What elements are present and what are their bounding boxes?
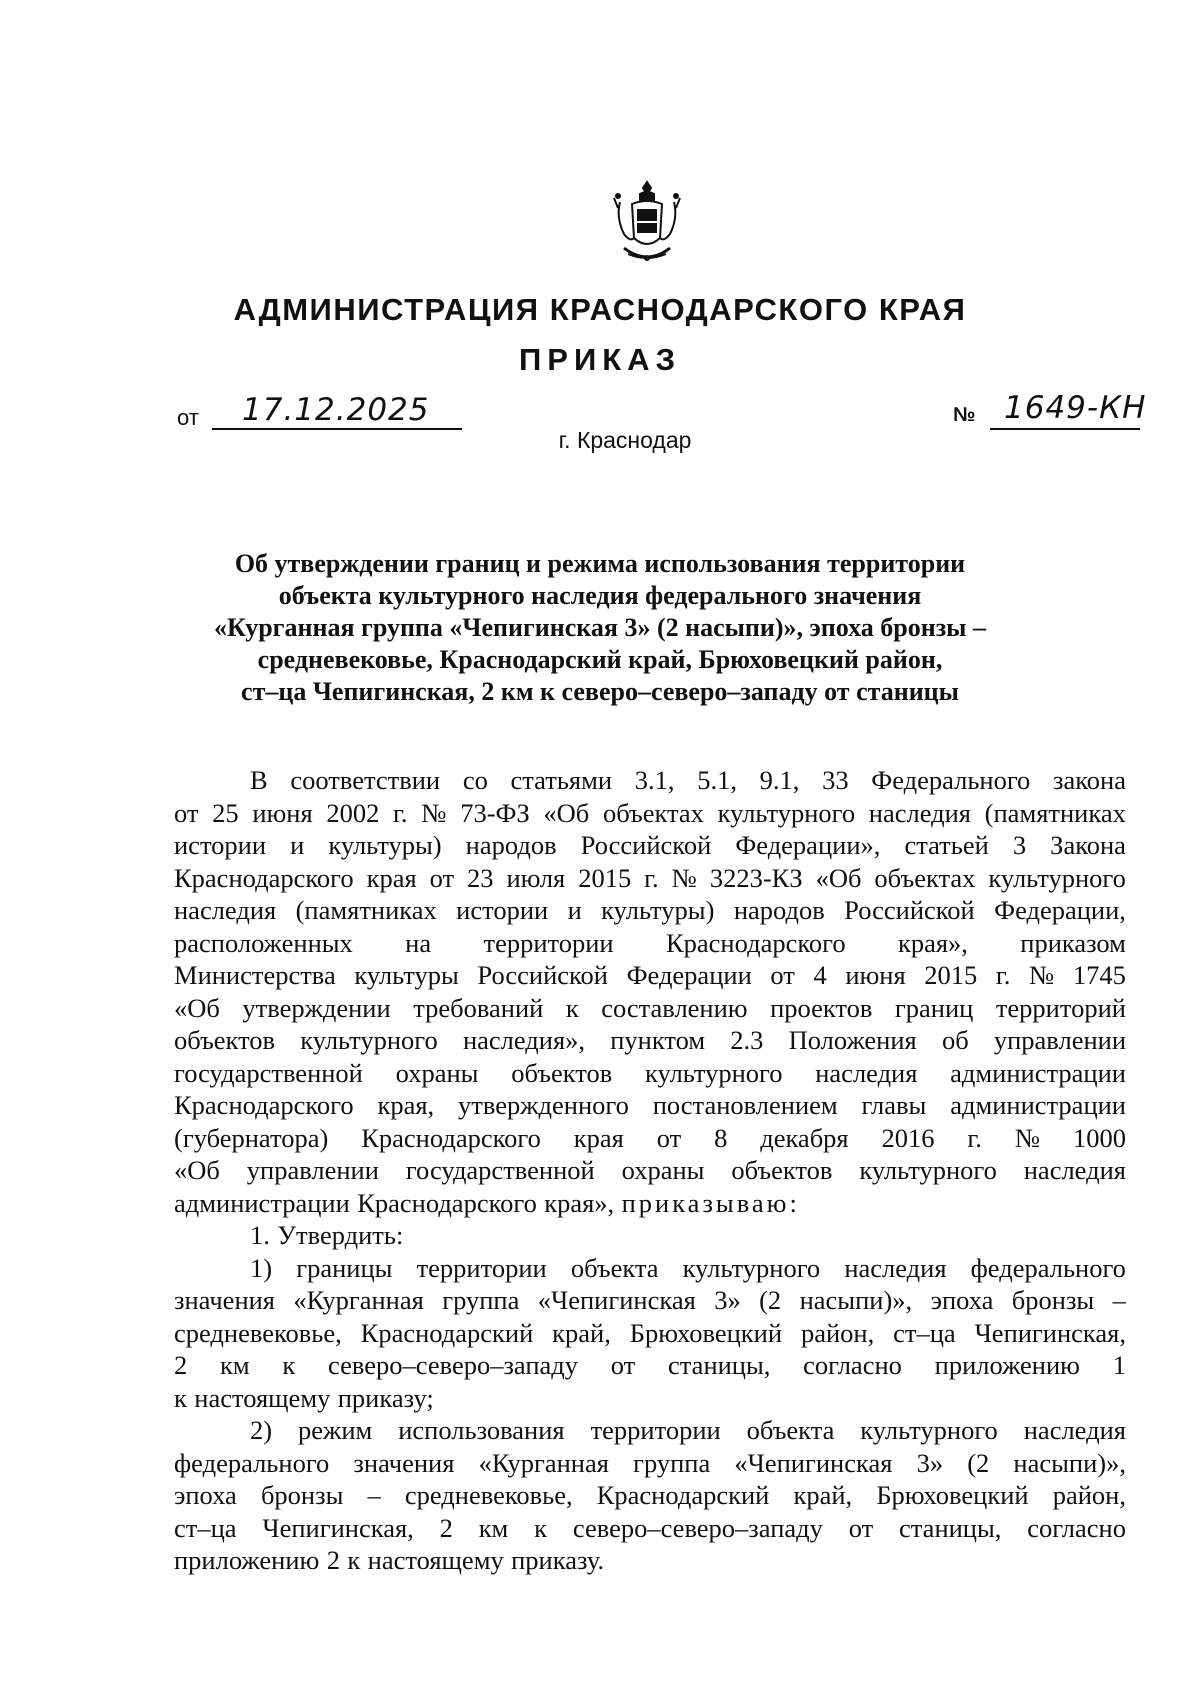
body-word: со [462,765,488,795]
body-word: 23 [467,862,494,893]
body-word: расположенных [174,927,353,958]
body-line [174,1447,1126,1480]
body-word: охраны [395,1057,479,1088]
body-word: объектах [874,862,976,893]
body-word: 2 [326,1545,340,1575]
body-word: Краснодарского [357,1187,537,1218]
body-word: 1. [250,1220,270,1250]
body-word: № [1014,1122,1041,1153]
body-word: статьей [904,830,989,860]
body-word: 2) [250,1415,273,1445]
body-word: станицы, [899,1512,1002,1543]
document-body [174,764,1126,1577]
body-word: район, [800,1317,875,1348]
body-word: «Чепигинская [734,1447,893,1478]
title-line: Об утверждении границ и режима использования территории [234,549,966,578]
body-word: главы [861,1090,927,1120]
body-word: № [1029,960,1055,990]
body-word: приложению [174,1545,320,1575]
body-word: 1745 [1072,960,1126,990]
number-label: № [953,404,976,426]
body-word: проектов [770,992,873,1023]
body-word: группа [633,1447,711,1478]
body-word: (памятниках [984,797,1126,828]
body-line [174,1284,1126,1317]
body-word: «Об [174,992,220,1023]
body-word: края», [897,927,968,958]
body-word: 3 [1012,830,1027,860]
body-word: г. [995,960,1011,990]
body-line [174,959,1126,992]
body-word: Министерства [174,960,336,990]
body-word: наследия [844,1252,947,1283]
body-word: культурного [860,1415,998,1445]
body-word: 73-ФЗ [460,797,530,828]
body-word: 2002 [326,797,380,828]
body-word: Краснодарского [174,862,354,893]
body-word: наследия [815,1057,918,1088]
body-word: (памятниках [295,895,437,925]
body-line [174,1479,1126,1512]
body-word: от [656,1122,682,1153]
body-word: значения [353,1447,455,1478]
body-word: значения [174,1285,275,1315]
body-line [174,1349,1126,1382]
body-word: (губернатора) [174,1122,329,1153]
body-word: Краснодарский [596,1480,770,1510]
body-word: приказу; [337,1382,434,1413]
body-word: – [1112,1285,1126,1315]
body-line [174,1122,1126,1155]
body-word: культурного [859,1155,997,1185]
body-word: Краснодарского [174,1090,354,1120]
body-word: истории [174,830,267,860]
body-word: Брюховецкий [876,1480,1029,1510]
body-word: администрации [174,1187,350,1218]
body-line [174,829,1126,862]
body-word: приказом [1020,927,1126,958]
body-line [174,1414,1126,1447]
body-word: настоящему [367,1545,504,1575]
body-word: администрации [950,1057,1126,1088]
agency-name: АДМИНИСТРАЦИЯ КРАСНОДАРСКОГО КРАЯ [233,292,967,327]
body-word: Федерации [626,960,752,990]
body-word: требований [413,992,544,1023]
body-line [174,1252,1126,1285]
body-word: июня [252,797,313,828]
city-label: г. Краснодар [558,427,692,453]
body-word: соответствии [290,765,441,795]
body-word: закона [1053,765,1126,795]
body-word: Российской [477,960,608,990]
body-word: статьями [510,765,613,795]
body-word: (2 [967,1447,990,1478]
body-word: народов [733,895,825,925]
body-word: и [290,830,305,860]
body-word: 1) [250,1252,273,1283]
body-line [174,1057,1126,1090]
body-word: – [367,1480,381,1510]
body-word: наследия [1023,1415,1126,1445]
body-word: 2 [439,1512,453,1543]
body-word: территории [416,1252,547,1283]
body-word: края [366,862,417,893]
body-word: Краснодарского [665,927,846,958]
body-word: 2016 [881,1122,935,1153]
body-word: 33 [822,765,849,795]
body-word: Утвердить: [277,1220,404,1250]
body-word: от [848,1512,874,1543]
body-word: и [567,895,582,925]
body-word: Положения [788,1025,917,1055]
body-line [174,1089,1126,1122]
body-word: народов [465,830,557,860]
body-word: границы [296,1252,393,1283]
body-word: края [573,1122,624,1153]
body-word: культуры [354,960,459,990]
body-word: «Курганная [293,1285,424,1315]
body-line [174,927,1126,960]
body-word: наследия [174,895,277,925]
document-title [150,548,1050,708]
body-word: Чепигинская, [262,1512,414,1543]
body-word: «Об [815,862,862,893]
body-word: Закона [1050,830,1126,860]
body-word: от [610,1350,636,1380]
body-word: утверждении [242,992,391,1023]
body-word: наследия [868,797,971,828]
body-word: объектах [602,797,704,828]
body-word: 2015 [924,960,978,990]
body-word: согласно [1027,1512,1126,1543]
body-word: «Об [543,797,590,828]
title-line: ст–ца Чепигинская, 2 км к северо–северо–западу от станицы [241,677,959,706]
body-word: края», [544,1187,615,1218]
body-word: постановлением [652,1090,838,1120]
body-word: 1000 [1073,1122,1126,1153]
body-word: 3» [916,1447,944,1478]
body-word: режим [298,1415,373,1445]
body-word: культурного [988,862,1126,893]
body-word: культуры) [601,895,715,925]
body-word: северо–северо–западу [572,1512,823,1543]
body-word: декабря [760,1122,849,1153]
body-word: истории [456,895,549,925]
body-word: федерального [970,1252,1126,1283]
body-word: В [250,765,268,795]
body-word: насыпи)», [799,1285,913,1315]
body-line [174,1219,1126,1252]
handwritten-number: 1649-КН [1004,390,1147,426]
body-word: Краснодарского [361,1122,541,1153]
document-type: ПРИКАЗ [519,342,681,377]
title-line: «Курганная группа «Чепигинская 3» (2 насыпи)», эпоха бронзы – [214,613,986,642]
body-word: км [478,1512,509,1543]
body-word: на [405,927,432,958]
body-word: бронзы [260,1480,344,1510]
body-word: от [174,797,199,828]
body-word: Российской [844,895,975,925]
body-word: культурного [682,1252,821,1283]
body-word: к [534,1512,548,1543]
body-word: охраны [621,1155,705,1185]
body-word: край, [793,1480,853,1510]
body-word: к [347,1545,361,1575]
body-word: утвержденного [458,1090,629,1120]
body-word: государственной [174,1057,363,1088]
body-line [174,992,1126,1025]
body-word: края, [377,1090,435,1120]
body-word: г. [644,862,659,893]
body-line [174,862,1126,895]
body-word: средневековье, [404,1480,573,1510]
body-word: эпоха [930,1285,994,1315]
body-word: станицы, [668,1350,771,1380]
date-label: от [177,405,199,430]
body-line [174,1024,1126,1057]
body-word: объекта [570,1252,659,1283]
body-word: приложению [934,1350,1080,1380]
body-word: объектов [731,1155,833,1185]
body-word-spaced: приказываю: [621,1187,800,1218]
body-word: Российской [580,830,712,860]
body-line [174,797,1126,830]
body-word: 1 [1112,1350,1126,1380]
body-word: объектов [174,1025,276,1055]
body-word: ст–ца [174,1512,237,1543]
body-word: Федерации», [735,830,881,860]
body-word: 4 [813,960,827,990]
body-word: культуры) [328,830,442,860]
body-word: 9.1, [759,765,800,795]
body-word: эпоха [174,1480,237,1510]
body-word: пунктом [610,1025,706,1055]
body-line [174,1154,1126,1187]
body-word: администрации [950,1090,1126,1120]
body-word: к [174,1382,187,1413]
body-word: территорий [995,992,1126,1023]
body-word: составлению [601,992,748,1023]
coat-of-arms-emblem [610,178,684,268]
body-line [174,894,1126,927]
body-word: 3223-КЗ [709,862,803,893]
body-word: № [421,797,447,828]
body-word: управлении [993,1025,1126,1055]
body-word: приказу. [511,1545,605,1575]
body-word: территории [590,1415,721,1445]
body-word: 2 [174,1350,188,1380]
body-word: «Курганная [478,1447,609,1478]
title-line: средневековье, Краснодарский край, Брюховецкий район, [257,645,943,674]
body-word: культурного [717,797,856,828]
body-word: Брюховецкий [629,1317,783,1348]
body-word: км [220,1350,250,1380]
body-word: Краснодарский [360,1317,534,1348]
body-word: Чепигинская, [974,1317,1126,1348]
body-word: район, [1052,1480,1126,1510]
body-word: объекта [746,1415,835,1445]
body-word: 3.1, [634,765,675,795]
body-word: (2 [759,1285,782,1315]
body-word: насыпи)», [1013,1447,1126,1478]
body-word: «Чепигинская [537,1285,696,1315]
body-word: наследия», [462,1025,586,1055]
number-underline [990,428,1140,430]
body-word: объектов [511,1057,613,1088]
title-line: объекта культурного наследия федерального значения [278,581,922,610]
body-word: 2015 [578,862,632,893]
body-word: край, [552,1317,611,1348]
body-word: группа [442,1285,520,1315]
handwritten-date: 17.12.2025 [242,392,430,428]
body-word: Федерального [871,765,1031,795]
body-word: согласно [803,1350,902,1380]
body-word: северо–северо–западу [328,1350,579,1380]
body-word: Федерации, [994,895,1126,925]
body-word: государственной [405,1155,595,1185]
body-word: настоящему [194,1382,331,1413]
body-line [174,1317,1126,1350]
body-word: «Об [174,1155,220,1185]
body-line [174,1187,1126,1220]
body-word: июля [506,862,566,893]
body-word: наследия [1023,1155,1126,1185]
body-line [174,764,1126,797]
body-word: федерального [174,1447,330,1478]
body-line [174,1512,1126,1545]
body-word: к [282,1350,296,1380]
body-word: г. [393,797,408,828]
body-word: об [941,1025,969,1055]
body-word: к [565,992,579,1023]
body-word: 8 [714,1122,728,1153]
body-word: № [671,862,697,893]
body-word: июня [845,960,906,990]
body-line [174,1544,1126,1577]
body-word: ст–ца [893,1317,956,1348]
body-word: 2.3 [730,1025,764,1055]
body-word: 5.1, [697,765,737,795]
body-word: 3» [714,1285,741,1315]
body-word: культурного [644,1057,783,1088]
body-word: от [429,862,455,893]
body-word: использования [398,1415,565,1445]
body-word: средневековье, [174,1317,342,1348]
body-word: территории [483,927,614,958]
body-word: бронзы [1011,1285,1095,1315]
body-word: г. [967,1122,982,1153]
body-word: культурного [300,1025,438,1055]
body-word: 25 [212,797,239,828]
body-line [174,1382,1126,1415]
body-word: границ [894,992,974,1023]
body-word: управлении [246,1155,379,1185]
body-word: от [770,960,795,990]
